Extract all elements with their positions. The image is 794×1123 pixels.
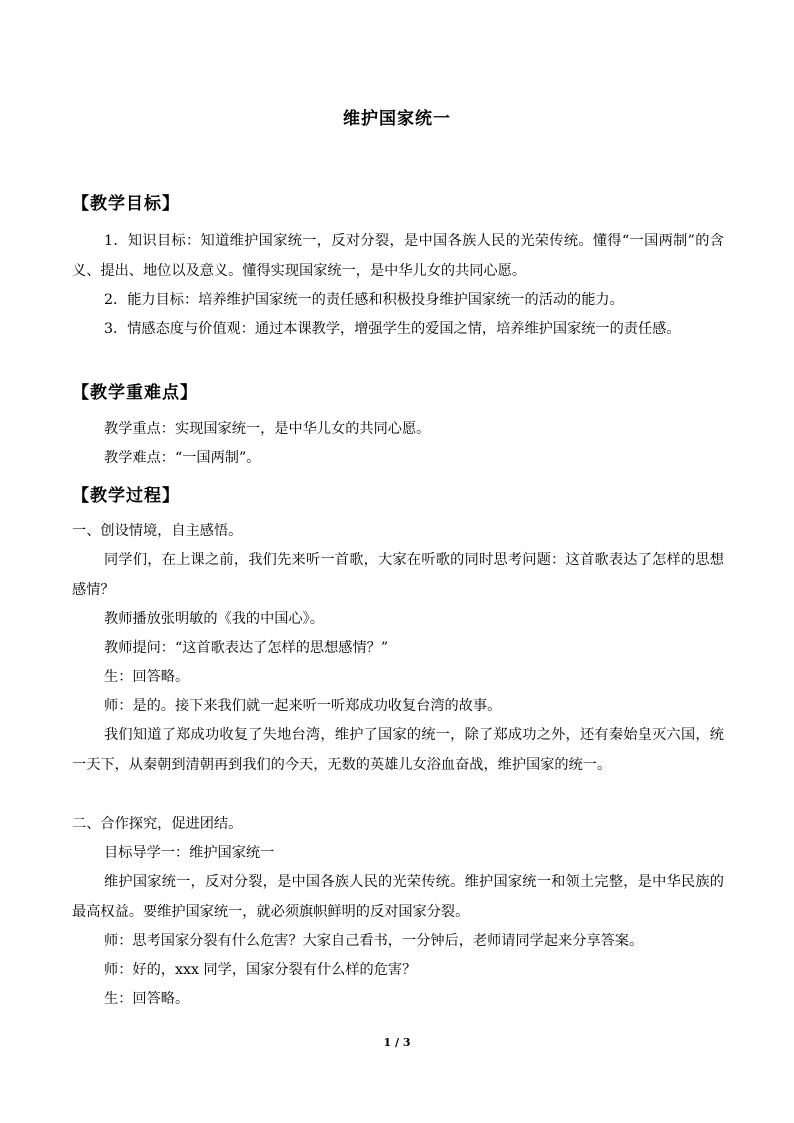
- process-paragraph: 维护国家统一，反对分裂，是中国各族人民的光荣传统。维护国家统一和领土完整，是中华民族的最高权益。要维护国家统一，就必须旗帜鲜明的反对国家分裂。: [72, 874, 724, 920]
- section-heading-keypoints: 【教学重难点】: [72, 383, 198, 403]
- section-heading-goals: 【教学目标】: [72, 194, 180, 214]
- process-step-1: 一、创设情境，自主感悟。: [72, 523, 243, 539]
- page-number: 1 / 3: [383, 1036, 411, 1049]
- process-paragraph: 师：是的。接下来我们就一起来听一听郑成功收复台湾的故事。: [104, 698, 502, 714]
- process-paragraph: 同学们，在上课之前，我们先来听一首歌，大家在听歌的同时思考问题：这首歌表达了怎样的思想感情？: [72, 552, 724, 598]
- process-paragraph: 目标导学一：维护国家统一: [104, 845, 275, 861]
- goal-emotion: 3．情感态度与价值观：通过本课教学，增强学生的爱国之情，培养维护国家统一的责任感。: [104, 321, 681, 337]
- goal-knowledge: 1．知识目标：知道维护国家统一，反对分裂，是中国各族人民的光荣传统。懂得“一国两制”的含义、提出、地位以及意义。懂得实现国家统一，是中华儿女的共同心愿。: [72, 233, 724, 279]
- teaching-keypoint: 教学重点：实现国家统一，是中华儿女的共同心愿。: [104, 421, 431, 437]
- teaching-difficulty: 教学难点：“一国两制”。: [104, 450, 261, 466]
- process-paragraph: 师：好的，xxx 同学，国家分裂有什么样的危害？: [104, 962, 417, 978]
- section-heading-process: 【教学过程】: [72, 486, 180, 506]
- process-paragraph: 生：回答略。: [104, 669, 190, 685]
- process-step-2: 二、合作探究，促进团结。: [72, 816, 243, 832]
- process-paragraph: 教师提问：“这首歌表达了怎样的思想感情？”: [104, 640, 389, 656]
- process-paragraph: 我们知道了郑成功收复了失地台湾，维护了国家的统一，除了郑成功之外，还有秦始皇灭六国，统一天下，从秦朝到清朝再到我们的今天，无数的英雄儿女浴血奋战，维护国家的统一。: [72, 727, 724, 773]
- goal-ability: 2．能力目标：培养维护国家统一的责任感和积极投身维护国家统一的活动的能力。: [104, 292, 624, 308]
- page-title: 维护国家统一: [343, 109, 451, 129]
- process-paragraph: 教师播放张明敏的《我的中国心》。: [104, 611, 324, 627]
- process-paragraph: 生：回答略。: [104, 991, 190, 1007]
- process-paragraph: 师：思考国家分裂有什么危害？大家自己看书，一分钟后，老师请同学起来分享答案。: [104, 933, 644, 949]
